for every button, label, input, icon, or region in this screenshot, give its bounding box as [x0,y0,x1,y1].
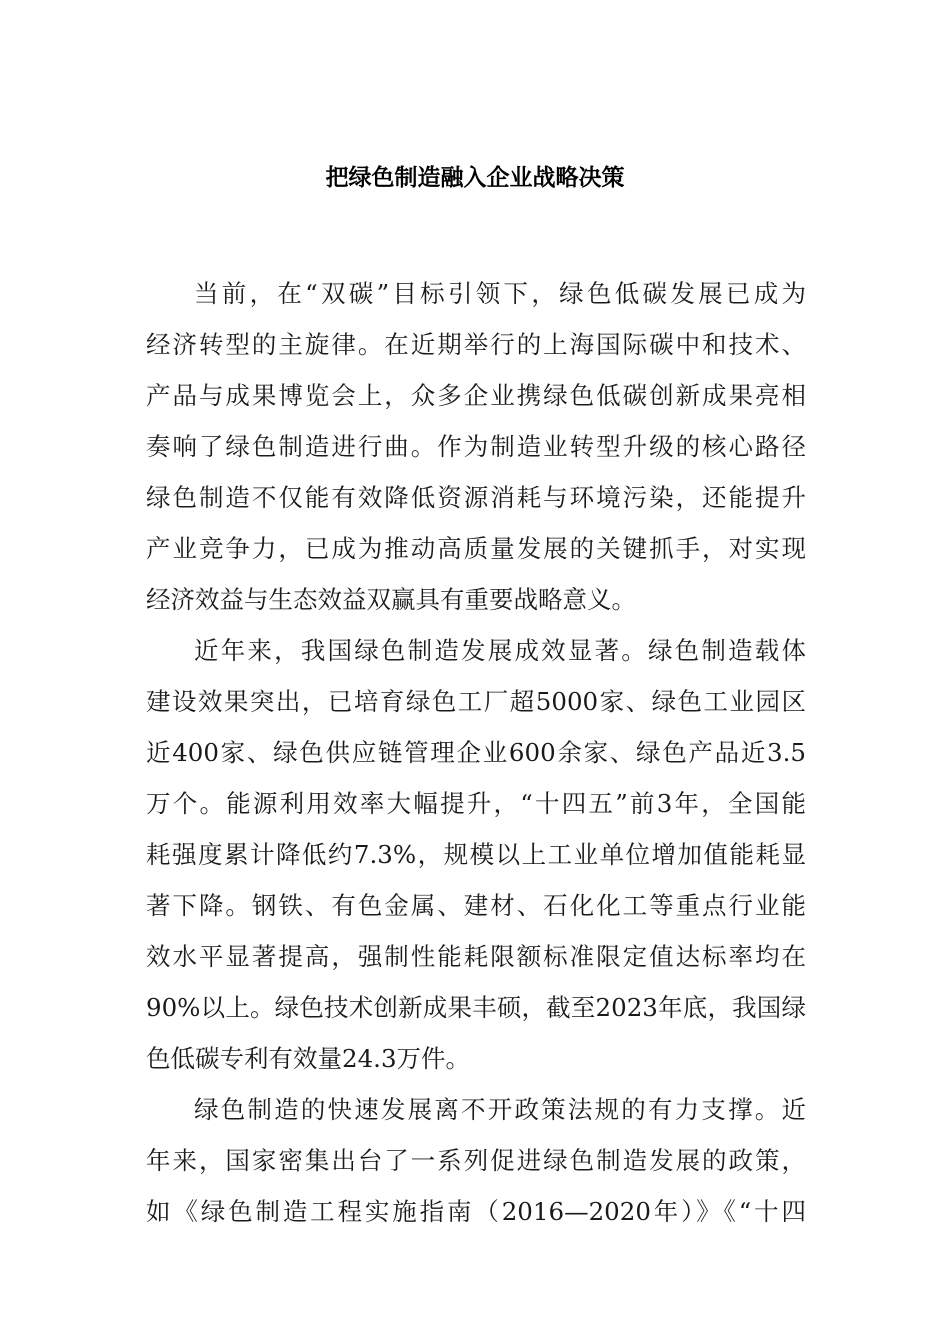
text-line: 效水平显著提高，强制性能耗限额标准限定值达标率均在 [146,942,806,971]
text-line: 建设效果突出，已培育绿色工厂超5000家、绿色工业园区 [146,687,806,716]
document-body [146,268,806,1237]
text-line: 奏响了绿色制造进行曲。作为制造业转型升级的核心路径 [146,432,806,461]
text-line: 近年来，我国绿色制造发展成效显著。绿色制造载体 [194,636,806,665]
paragraph-1 [146,268,806,625]
text-line: 产业竞争力，已成为推动高质量发展的关键抓手，对实现 [146,534,806,563]
text-line: 耗强度累计降低约7.3%，规模以上工业单位增加值能耗显 [146,840,806,869]
text-line: 年来，国家密集出台了一系列促进绿色制造发展的政策， [146,1146,806,1175]
text-line: 色低碳专利有效量24.3万件。 [146,1044,471,1073]
paragraph-3 [146,1084,806,1237]
document-title: 把绿色制造融入企业战略决策 [325,164,625,191]
text-line: 著下降。钢铁、有色金属、建材、石化化工等重点行业能 [146,891,806,920]
text-line: 90%以上。绿色技术创新成果丰硕，截至2023年底，我国绿 [146,993,806,1022]
paragraph-2 [146,625,806,1084]
text-line: 如《绿色制造工程实施指南（2016—2020年）》《“十四 [146,1197,806,1226]
text-line: 近400家、绿色供应链管理企业600余家、绿色产品近3.5 [146,738,806,767]
text-line: 当前，在“双碳”目标引领下，绿色低碳发展已成为 [194,279,806,308]
text-line: 经济效益与生态效益双赢具有重要战略意义。 [146,585,636,614]
text-line: 产品与成果博览会上，众多企业携绿色低碳创新成果亮相 [146,381,806,410]
text-line: 绿色制造的快速发展离不开政策法规的有力支撑。近 [194,1095,806,1124]
text-line: 万个。能源利用效率大幅提升，“十四五”前3年，全国能 [146,789,806,818]
text-line: 经济转型的主旋律。在近期举行的上海国际碳中和技术、 [146,330,806,359]
text-line: 绿色制造不仅能有效降低资源消耗与环境污染，还能提升 [146,483,806,512]
